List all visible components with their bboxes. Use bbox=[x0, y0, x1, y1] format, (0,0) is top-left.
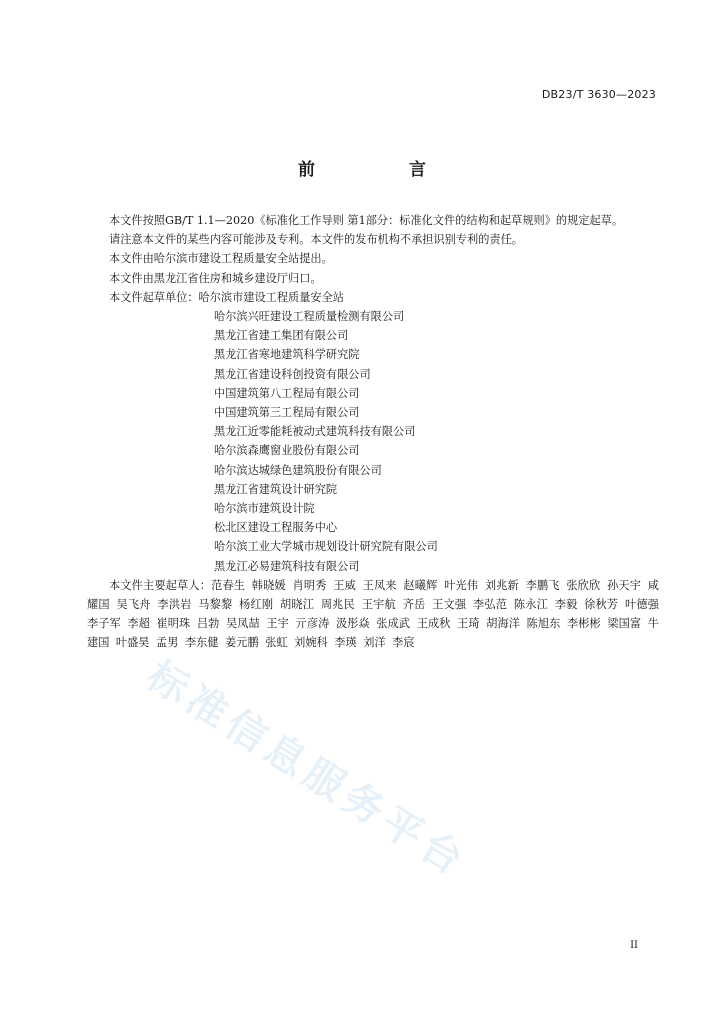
page-number: II bbox=[630, 940, 638, 951]
paragraph-drafters: 本文件主要起草人：范春生 韩晓媛 肖明秀 王威 王凤来 赵曦辉 叶光伟 刘兆新 李鹏飞 张欣欣 孙天宇 咸耀国 吴飞舟 李洪岩 马黎黎 杨红刚 胡晓江 周兆民 王宇航 齐岳 王文强 李弘范 陈永江 李毅 徐秋芳 叶德强 李子军 李超 崔明珠 吕勃 吴凤喆 王宇 亓彦涛 汲彤焱 张成武 王成秋 王琦 胡海洋 陈旭东 李彬彬 梁国富 牛建国 叶盛昊 孟男 李东健 姜元鹏 张虹 刘婉科 李瑛 刘洋 李宸 bbox=[87, 578, 659, 650]
paragraph-drafting-rules: 本文件按照GB/T 1.1—2020《标准化工作导则 第1部分：标准化文件的结构和起草规则》的规定起草。 bbox=[109, 214, 624, 227]
doc-code: DB23/T 3630—2023 bbox=[541, 88, 656, 101]
drafting-units-block bbox=[87, 288, 659, 576]
drafting-unit: 哈尔滨市建设工程质量安全站 bbox=[198, 290, 344, 304]
drafting-unit: 黑龙江必易建筑科技有限公司 bbox=[214, 559, 360, 573]
drafting-unit: 哈尔滨森鹰窗业股份有限公司 bbox=[214, 444, 360, 458]
drafting-unit: 黑龙江省寒地建筑科学研究院 bbox=[214, 348, 360, 362]
paragraph-proposer: 本文件由哈尔滨市建设工程质量安全站提出。 bbox=[109, 252, 333, 266]
drafting-unit: 黑龙江近零能耗被动式建筑科技有限公司 bbox=[214, 425, 416, 439]
drafting-unit: 哈尔滨市建筑设计院 bbox=[214, 502, 315, 516]
drafting-units-label: 本文件起草单位： bbox=[109, 290, 199, 304]
drafting-unit: 黑龙江省建设科创投资有限公司 bbox=[214, 367, 371, 381]
drafting-unit: 黑龙江省建筑设计研究院 bbox=[214, 482, 338, 496]
paragraph-administrator: 本文件由黑龙江省住房和城乡建设厅归口。 bbox=[109, 271, 322, 285]
drafting-unit: 黑龙江省建工集团有限公司 bbox=[214, 329, 349, 343]
drafting-unit: 中国建筑第八工程局有限公司 bbox=[214, 386, 360, 400]
drafting-unit: 松北区建设工程服务中心 bbox=[214, 521, 338, 535]
paragraph-patent-notice: 请注意本文件的某些内容可能涉及专利。本文件的发布机构不承担识别专利的责任。 bbox=[109, 233, 523, 247]
drafting-unit: 哈尔滨工业大学城市规划设计研究院有限公司 bbox=[214, 540, 438, 554]
drafting-unit: 哈尔滨达城绿色建筑股份有限公司 bbox=[214, 463, 382, 477]
drafting-unit: 中国建筑第三工程局有限公司 bbox=[214, 406, 360, 420]
drafting-unit: 哈尔滨兴旺建设工程质量检测有限公司 bbox=[214, 310, 405, 324]
page-title: 前 言 bbox=[298, 160, 470, 180]
preface-content bbox=[87, 211, 659, 653]
watermark: 标准信息服务平台 bbox=[138, 652, 476, 887]
